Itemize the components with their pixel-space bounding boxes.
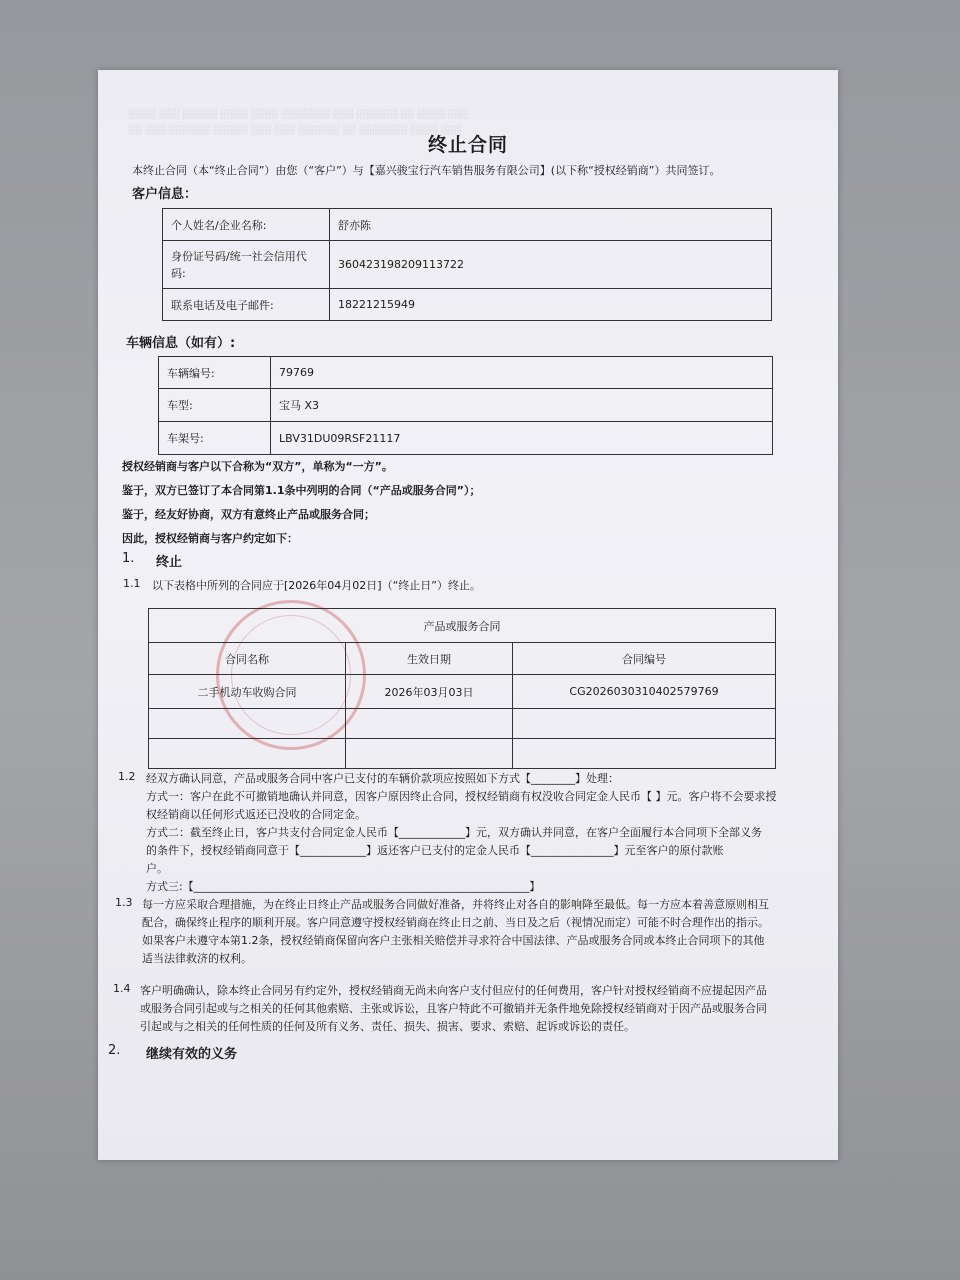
customer-contact-value: 18221215949	[330, 289, 772, 321]
table-row	[163, 241, 772, 289]
section-1-title: 终止	[156, 555, 183, 570]
customer-name-value: 舒亦陈	[330, 209, 772, 241]
table-row	[163, 209, 772, 241]
table-row	[149, 675, 776, 709]
customer-name-label: 个人姓名/企业名称:	[163, 209, 330, 241]
clause-1-2-line: 户。	[146, 862, 168, 875]
table-row	[149, 643, 776, 675]
header-contract-name: 合同名称	[149, 643, 346, 675]
customer-id-value: 360423198209113722	[330, 241, 772, 289]
table-row	[149, 609, 776, 643]
clause-1-2-line: 方式一：客户在此不可撤销地确认并同意，因客户原因终止合同，授权经销商有权没收合同定金人民币【 】元。客户将不会要求授	[146, 790, 777, 803]
header-effective-date: 生效日期	[346, 643, 513, 675]
customer-info-heading: 客户信息：	[132, 187, 198, 202]
bleed-through: ░░░ ░░░░ ░░ ░░░░░░ ░░░ ░░░░░░░ ░░░░ ░░░░ ░░░░░ ░░░ ░░░░	[128, 110, 469, 120]
vehicle-info-heading: 车辆信息（如有）:	[126, 336, 236, 351]
clause-1-1-text: 以下表格中所列的合同应于[2026年04月02日]（“终止日”）终止。	[152, 579, 481, 592]
clause-1-3-number: 1.3	[115, 896, 133, 909]
clause-1-3-line: 每一方应采取合理措施，为在终止日终止产品或服务合同做好准备，并将终止对各自的影响降至最低。每一方应本着善意原则相互	[142, 898, 769, 911]
vehicle-model-value: 宝马 X3	[271, 389, 773, 422]
cell-empty	[346, 709, 513, 739]
bleed-through: ░░░ ░░░░ ░░░░░░░ ░░ ░░░░░░ ░░░ ░░░ ░░░░░ ░░░░░░ ░░░ ░░	[128, 126, 462, 136]
clause-1-4-number: 1.4	[113, 982, 131, 995]
clause-1-3-line: 配合，确保终止程序的顺利开展。客户同意遵守授权经销商在终止日之前、当日及之后（视情况而定）可能不时合理作出的指示。	[142, 916, 769, 929]
vehicle-model-label: 车型:	[159, 389, 271, 422]
vehicle-number-label: 车辆编号:	[159, 357, 271, 389]
cell-empty	[149, 739, 346, 769]
section-1-number: 1.	[122, 551, 135, 566]
recital-therefore: 因此，授权经销商与客户约定如下：	[122, 532, 298, 545]
clause-1-4-line: 客户明确确认，除本终止合同另有约定外，授权经销商无尚未向客户支付但应付的任何费用，客户针对授权经销商不应提起因产品	[140, 984, 767, 997]
recital-intent: 鉴于，经友好协商，双方有意终止产品或服务合同；	[122, 508, 375, 521]
recital-parties: 授权经销商与客户以下合称为“双方”，单称为“一方”。	[122, 460, 393, 473]
table-row	[149, 739, 776, 769]
clause-1-2-line: 方式三:【_____________________________________________________________】	[146, 880, 541, 893]
vehicle-info-table	[158, 356, 773, 455]
section-2-title: 继续有效的义务	[146, 1047, 238, 1062]
customer-contact-label: 联系电话及电子邮件:	[163, 289, 330, 321]
cell-empty	[149, 709, 346, 739]
table-row	[159, 357, 773, 389]
table-row	[163, 289, 772, 321]
page-title: 终止合同	[427, 134, 508, 156]
contract-table-caption: 产品或服务合同	[149, 609, 776, 643]
customer-info-table	[162, 208, 772, 321]
customer-id-label: 身份证号码/统一社会信用代码:	[163, 241, 330, 289]
recital-signed: 鉴于，双方已签订了本合同第1.1条中列明的合同（“产品或服务合同”）；	[122, 484, 481, 497]
cell-effective-date: 2026年03月03日	[346, 675, 513, 709]
clause-1-1-number: 1.1	[123, 577, 141, 590]
cell-contract-number: CG2026030310402579769	[513, 675, 776, 709]
header-contract-number: 合同编号	[513, 643, 776, 675]
document-page	[98, 70, 838, 1160]
vehicle-number-value: 79769	[271, 357, 773, 389]
clause-1-2-line: 经双方确认同意，产品或服务合同中客户已支付的车辆价款项应按照如下方式【________】处理：	[146, 772, 619, 785]
intro-paragraph: 本终止合同（本“终止合同”）由您（“客户”）与【嘉兴骏宝行汽车销售服务有限公司】(以下称“授权经销商”）共同签订。	[132, 164, 721, 177]
vin-value: LBV31DU09RSF21117	[271, 422, 773, 455]
clause-1-2-number: 1.2	[118, 770, 136, 783]
clause-1-4-line: 或服务合同引起或与之相关的任何其他索赔、主张或诉讼，且客户特此不可撤销并无条件地免除授权经销商对于因产品或服务合同	[140, 1002, 767, 1015]
section-2-number: 2.	[108, 1043, 121, 1058]
table-row	[149, 709, 776, 739]
cell-empty	[513, 709, 776, 739]
cell-empty	[513, 739, 776, 769]
contract-table	[148, 608, 776, 769]
table-row	[159, 389, 773, 422]
clause-1-2-line: 权经销商以任何形式返还已没收的合同定金。	[146, 808, 366, 821]
cell-contract-name: 二手机动车收购合同	[149, 675, 346, 709]
clause-1-2-line: 的条件下，授权经销商同意于【____________】返还客户已支付的定金人民币【_______________】元至客户的原付款账	[146, 844, 724, 857]
clause-1-4-line: 引起或与之相关的任何性质的任何及所有义务、责任、损失、损害、要求、索赔、起诉或诉讼的责任。	[140, 1020, 635, 1033]
clause-1-2-line: 方式二：截至终止日，客户共支付合同定金人民币【____________】元，双方确认并同意，在客户全面履行本合同项下全部义务	[146, 826, 762, 839]
cell-empty	[346, 739, 513, 769]
vin-label: 车架号:	[159, 422, 271, 455]
clause-1-3-line: 适当法律救济的权利。	[142, 952, 252, 965]
clause-1-3-line: 如果客户未遵守本第1.2条，授权经销商保留向客户主张相关赔偿并寻求符合中国法律、产品或服务合同或本终止合同项下的其他	[142, 934, 765, 947]
table-row	[159, 422, 773, 455]
